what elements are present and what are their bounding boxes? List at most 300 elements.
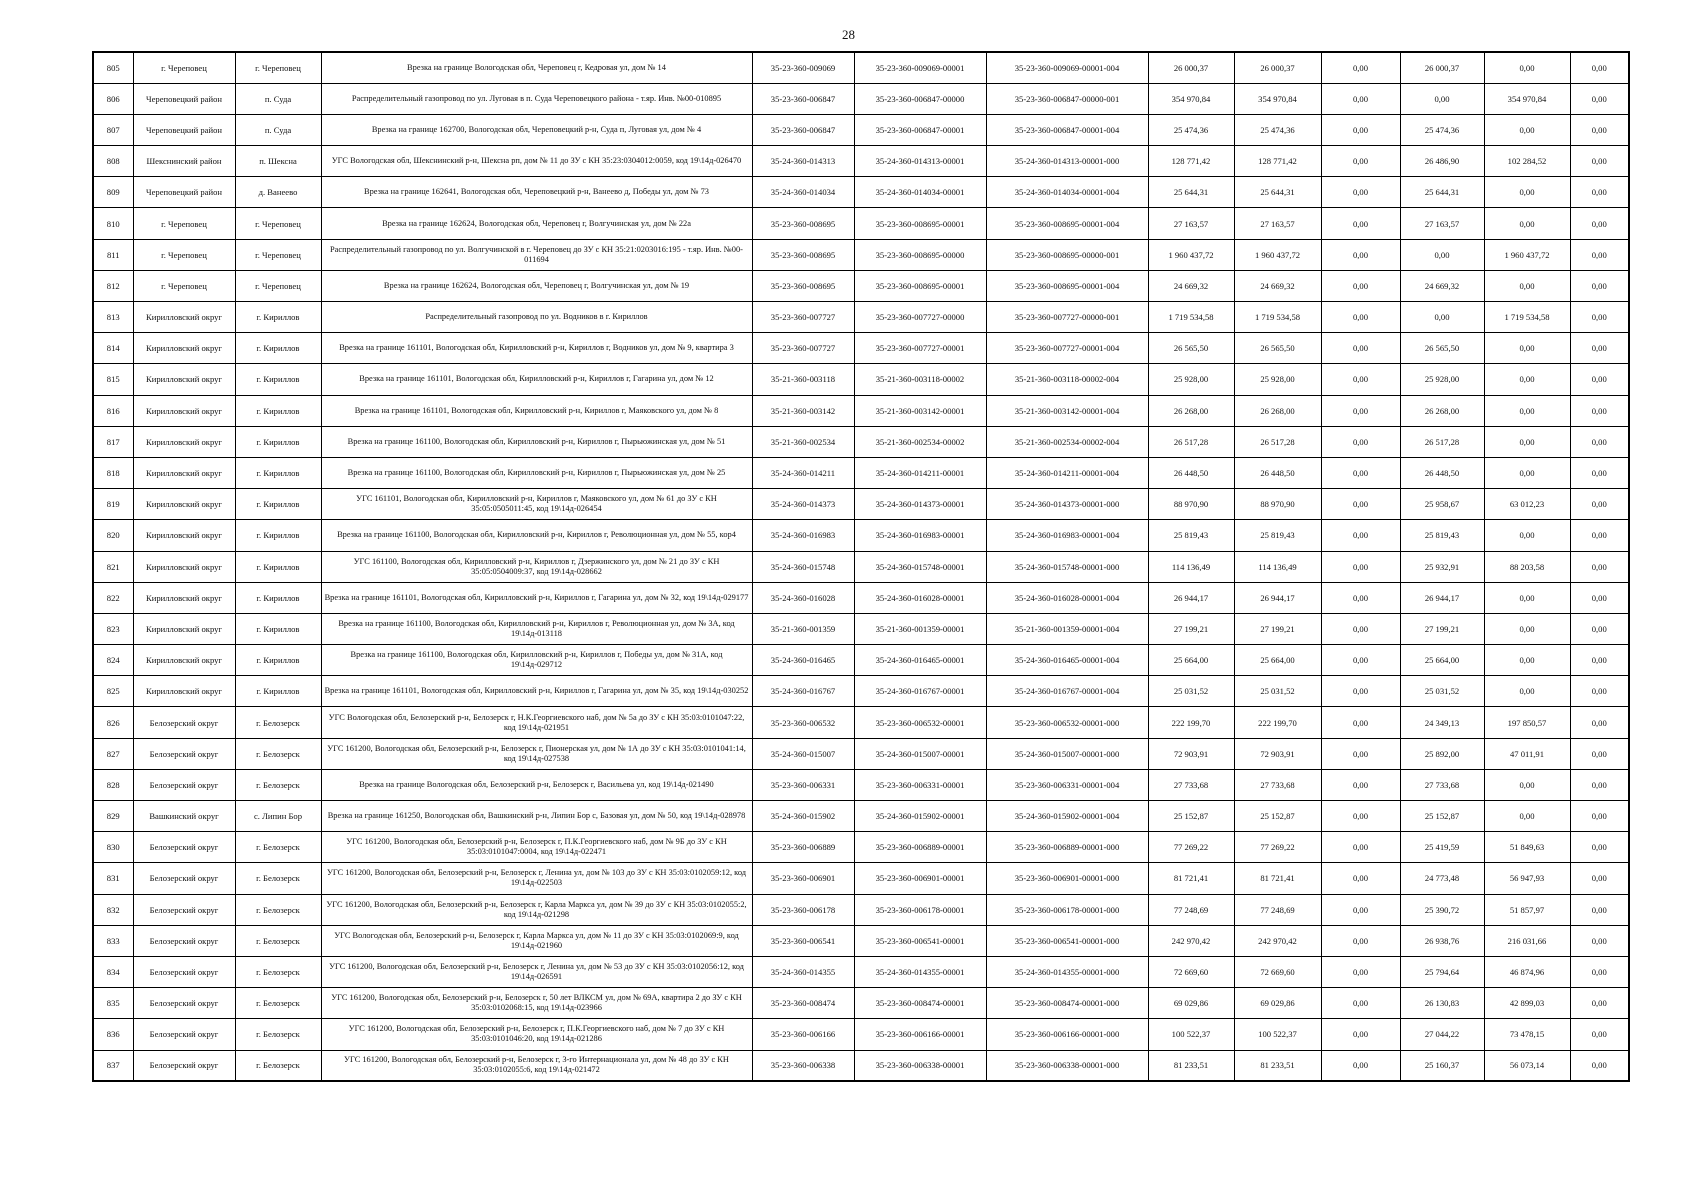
- cell-value-4: 0,00: [1400, 83, 1484, 114]
- cell-object-code: 35-24-360-015902: [752, 801, 854, 832]
- cell-total-value: 69 029,86: [1148, 988, 1234, 1019]
- cell-object-subcode: 35-21-360-001359-00001: [854, 613, 986, 644]
- cell-value-2: 26 000,37: [1234, 52, 1321, 83]
- cell-value-3: 0,00: [1321, 52, 1400, 83]
- cell-row-number: 833: [93, 925, 133, 956]
- cell-locality: г. Кириллов: [235, 426, 321, 457]
- cell-object-code: 35-23-360-006847: [752, 114, 854, 145]
- table-row: [93, 395, 1629, 426]
- cell-total-value: 77 269,22: [1148, 832, 1234, 863]
- cell-object-description: Врезка на границе 162624, Вологодская обл, Череповец г, Волгучинская ул, дом № 19: [321, 270, 752, 301]
- cell-value-4: 26 938,76: [1400, 925, 1484, 956]
- cell-value-4: 25 819,43: [1400, 520, 1484, 551]
- cell-object-full-code: 35-23-360-006889-00001-000: [986, 832, 1148, 863]
- cell-object-code: 35-23-360-006338: [752, 1050, 854, 1081]
- cell-value-3: 0,00: [1321, 956, 1400, 987]
- cell-value-4: 27 163,57: [1400, 208, 1484, 239]
- cell-object-full-code: 35-21-360-002534-00002-004: [986, 426, 1148, 457]
- cell-row-number: 827: [93, 738, 133, 769]
- cell-object-code: 35-24-360-014034: [752, 177, 854, 208]
- cell-total-value: 25 644,31: [1148, 177, 1234, 208]
- cell-value-6: 0,00: [1570, 395, 1629, 426]
- cell-object-code: 35-23-360-007727: [752, 302, 854, 333]
- cell-value-2: 242 970,42: [1234, 925, 1321, 956]
- cell-value-3: 0,00: [1321, 925, 1400, 956]
- table-row: [93, 707, 1629, 738]
- cell-value-6: 0,00: [1570, 364, 1629, 395]
- cell-object-code: 35-23-360-006847: [752, 83, 854, 114]
- table-row: [93, 83, 1629, 114]
- cell-total-value: 25 031,52: [1148, 676, 1234, 707]
- cell-object-full-code: 35-24-360-015902-00001-004: [986, 801, 1148, 832]
- cell-object-description: Распределительный газопровод по ул. Луговая в п. Суда Череповецкого района - т.яр. Инв. №00-010895: [321, 83, 752, 114]
- cell-district: Белозерский округ: [133, 832, 235, 863]
- cell-object-full-code: 35-24-360-016028-00001-004: [986, 582, 1148, 613]
- cell-object-subcode: 35-23-360-008695-00000: [854, 239, 986, 270]
- cell-value-5: 102 284,52: [1484, 146, 1570, 177]
- cell-value-3: 0,00: [1321, 177, 1400, 208]
- cell-district: Белозерский округ: [133, 707, 235, 738]
- cell-row-number: 826: [93, 707, 133, 738]
- cell-value-6: 0,00: [1570, 925, 1629, 956]
- cell-value-5: 63 012,23: [1484, 489, 1570, 520]
- cell-value-6: 0,00: [1570, 426, 1629, 457]
- cell-value-5: 0,00: [1484, 645, 1570, 676]
- cell-total-value: 242 970,42: [1148, 925, 1234, 956]
- cell-object-description: Распределительный газопровод по ул. Волгучинской в г. Череповец до ЗУ с КН 35:21:0203016:195 - т.яр. Инв. №00-011694: [321, 239, 752, 270]
- cell-value-2: 26 944,17: [1234, 582, 1321, 613]
- cell-district: Белозерский округ: [133, 863, 235, 894]
- table-row: [93, 520, 1629, 551]
- cell-object-description: Врезка на границе 161101, Вологодская обл, Кирилловский р-н, Кириллов г, Гагарина ул, дом № 35, код 19\14д-030252: [321, 676, 752, 707]
- cell-value-5: 0,00: [1484, 582, 1570, 613]
- table-row: [93, 832, 1629, 863]
- cell-locality: г. Череповец: [235, 270, 321, 301]
- cell-value-2: 26 448,50: [1234, 457, 1321, 488]
- cell-value-4: 25 928,00: [1400, 364, 1484, 395]
- cell-object-description: УГС Вологодская обл, Белозерский р-н, Белозерск г, Н.К.Георгиевского наб, дом № 5а до ЗУ с КН 35:03:0101047:22, код 19\14д-021951: [321, 707, 752, 738]
- cell-object-description: Врезка на границе Вологодская обл, Череповец г, Кедровая ул, дом № 14: [321, 52, 752, 83]
- cell-total-value: 26 268,00: [1148, 395, 1234, 426]
- cell-value-4: 26 130,83: [1400, 988, 1484, 1019]
- cell-value-4: 26 448,50: [1400, 457, 1484, 488]
- cell-value-2: 26 517,28: [1234, 426, 1321, 457]
- cell-object-full-code: 35-23-360-007727-00001-004: [986, 333, 1148, 364]
- cell-value-5: 0,00: [1484, 270, 1570, 301]
- cell-object-description: УГС 161101, Вологодская обл, Кирилловский р-н, Кириллов г, Маяковского ул, дом № 61 до ЗУ с КН 35:05:0505011:45, код 19\14д-026454: [321, 489, 752, 520]
- cell-object-subcode: 35-24-360-014373-00001: [854, 489, 986, 520]
- cell-row-number: 811: [93, 239, 133, 270]
- cell-object-description: Врезка на границе 162700, Вологодская обл, Череповецкий р-н, Суда п, Луговая ул, дом № 4: [321, 114, 752, 145]
- cell-total-value: 81 721,41: [1148, 863, 1234, 894]
- cell-value-3: 0,00: [1321, 520, 1400, 551]
- cell-value-5: 0,00: [1484, 208, 1570, 239]
- cell-value-3: 0,00: [1321, 1050, 1400, 1081]
- cell-value-4: 25 160,37: [1400, 1050, 1484, 1081]
- cell-value-5: 0,00: [1484, 364, 1570, 395]
- cell-value-6: 0,00: [1570, 707, 1629, 738]
- cell-value-5: 0,00: [1484, 457, 1570, 488]
- cell-row-number: 814: [93, 333, 133, 364]
- cell-object-subcode: 35-24-360-015748-00001: [854, 551, 986, 582]
- cell-value-2: 354 970,84: [1234, 83, 1321, 114]
- cell-object-code: 35-23-360-008695: [752, 208, 854, 239]
- cell-district: Кирилловский округ: [133, 645, 235, 676]
- cell-value-5: 73 478,15: [1484, 1019, 1570, 1050]
- cell-row-number: 816: [93, 395, 133, 426]
- cell-district: Вашкинский округ: [133, 801, 235, 832]
- cell-value-6: 0,00: [1570, 208, 1629, 239]
- cell-object-subcode: 35-23-360-006847-00000: [854, 83, 986, 114]
- cell-locality: п. Суда: [235, 114, 321, 145]
- table-row: [93, 333, 1629, 364]
- cell-row-number: 805: [93, 52, 133, 83]
- cell-value-3: 0,00: [1321, 270, 1400, 301]
- cell-value-5: 51 857,97: [1484, 894, 1570, 925]
- cell-total-value: 26 448,50: [1148, 457, 1234, 488]
- cell-value-5: 0,00: [1484, 520, 1570, 551]
- cell-locality: г. Белозерск: [235, 1019, 321, 1050]
- cell-district: Кирилловский округ: [133, 395, 235, 426]
- cell-object-code: 35-21-360-003118: [752, 364, 854, 395]
- cell-value-3: 0,00: [1321, 146, 1400, 177]
- table-row: [93, 551, 1629, 582]
- cell-row-number: 829: [93, 801, 133, 832]
- table-row: [93, 956, 1629, 987]
- cell-object-subcode: 35-24-360-014034-00001: [854, 177, 986, 208]
- cell-value-4: 27 733,68: [1400, 769, 1484, 800]
- cell-value-4: 25 031,52: [1400, 676, 1484, 707]
- cell-total-value: 26 944,17: [1148, 582, 1234, 613]
- cell-object-full-code: 35-24-360-014034-00001-004: [986, 177, 1148, 208]
- cell-value-3: 0,00: [1321, 613, 1400, 644]
- registry-table: [92, 51, 1630, 1082]
- cell-value-6: 0,00: [1570, 457, 1629, 488]
- cell-district: Кирилловский округ: [133, 676, 235, 707]
- cell-value-5: 46 874,96: [1484, 956, 1570, 987]
- cell-object-subcode: 35-23-360-007727-00001: [854, 333, 986, 364]
- cell-object-description: Врезка на границе 162641, Вологодская обл, Череповецкий р-н, Ванеево д, Победы ул, дом № 73: [321, 177, 752, 208]
- cell-district: Белозерский округ: [133, 769, 235, 800]
- cell-object-full-code: 35-23-360-008695-00000-001: [986, 239, 1148, 270]
- cell-value-5: 47 011,91: [1484, 738, 1570, 769]
- cell-object-description: Врезка на границе 161101, Вологодская обл, Кирилловский р-н, Кириллов г, Гагарина ул, дом № 32, код 19\14д-029177: [321, 582, 752, 613]
- cell-value-5: 51 849,63: [1484, 832, 1570, 863]
- table-row: [93, 801, 1629, 832]
- cell-value-4: 26 517,28: [1400, 426, 1484, 457]
- cell-object-description: УГС 161200, Вологодская обл, Белозерский р-н, Белозерск г, Ленина ул, дом № 53 до ЗУ с КН 35:03:0102056:12, код 19\14д-026591: [321, 956, 752, 987]
- cell-object-code: 35-24-360-016983: [752, 520, 854, 551]
- cell-locality: г. Кириллов: [235, 582, 321, 613]
- cell-object-subcode: 35-23-360-006532-00001: [854, 707, 986, 738]
- cell-object-code: 35-24-360-014373: [752, 489, 854, 520]
- cell-district: г. Череповец: [133, 270, 235, 301]
- cell-value-4: 26 565,50: [1400, 333, 1484, 364]
- cell-object-code: 35-23-360-006178: [752, 894, 854, 925]
- cell-district: Череповецкий район: [133, 83, 235, 114]
- cell-district: Кирилловский округ: [133, 520, 235, 551]
- cell-object-full-code: 35-23-360-006331-00001-004: [986, 769, 1148, 800]
- cell-value-2: 25 152,87: [1234, 801, 1321, 832]
- cell-row-number: 813: [93, 302, 133, 333]
- cell-value-3: 0,00: [1321, 645, 1400, 676]
- cell-value-3: 0,00: [1321, 988, 1400, 1019]
- cell-value-4: 25 958,67: [1400, 489, 1484, 520]
- cell-object-subcode: 35-23-360-006331-00001: [854, 769, 986, 800]
- cell-object-code: 35-21-360-001359: [752, 613, 854, 644]
- cell-value-3: 0,00: [1321, 738, 1400, 769]
- cell-district: г. Череповец: [133, 239, 235, 270]
- cell-value-6: 0,00: [1570, 489, 1629, 520]
- cell-locality: г. Кириллов: [235, 395, 321, 426]
- cell-row-number: 831: [93, 863, 133, 894]
- cell-value-6: 0,00: [1570, 177, 1629, 208]
- cell-district: Белозерский округ: [133, 988, 235, 1019]
- cell-object-description: УГС 161200, Вологодская обл, Белозерский р-н, Белозерск г, П.К.Георгиевского наб, дом № 7 до ЗУ с КН 35:03:0101046:20, код 19\14д-021286: [321, 1019, 752, 1050]
- cell-value-6: 0,00: [1570, 894, 1629, 925]
- cell-locality: г. Череповец: [235, 239, 321, 270]
- cell-district: Кирилловский округ: [133, 333, 235, 364]
- cell-object-description: УГС 161200, Вологодская обл, Белозерский р-н, Белозерск г, 50 лет ВЛКСМ ул, дом № 69А, квартира 2 до ЗУ с КН 35:03:0102068:15, код 19\14д-023966: [321, 988, 752, 1019]
- cell-total-value: 72 903,91: [1148, 738, 1234, 769]
- cell-value-2: 27 163,57: [1234, 208, 1321, 239]
- cell-district: Кирилловский округ: [133, 302, 235, 333]
- cell-value-2: 27 733,68: [1234, 769, 1321, 800]
- cell-locality: г. Кириллов: [235, 489, 321, 520]
- cell-locality: г. Белозерск: [235, 769, 321, 800]
- cell-object-subcode: 35-24-360-014211-00001: [854, 457, 986, 488]
- cell-value-2: 26 268,00: [1234, 395, 1321, 426]
- cell-value-3: 0,00: [1321, 457, 1400, 488]
- cell-value-2: 81 721,41: [1234, 863, 1321, 894]
- cell-value-5: 1 960 437,72: [1484, 239, 1570, 270]
- cell-value-3: 0,00: [1321, 1019, 1400, 1050]
- cell-row-number: 828: [93, 769, 133, 800]
- cell-value-4: 25 152,87: [1400, 801, 1484, 832]
- cell-value-2: 1 719 534,58: [1234, 302, 1321, 333]
- cell-object-full-code: 35-24-360-015007-00001-000: [986, 738, 1148, 769]
- cell-value-4: 24 773,48: [1400, 863, 1484, 894]
- table-row: [93, 894, 1629, 925]
- cell-locality: с. Липин Бор: [235, 801, 321, 832]
- cell-row-number: 822: [93, 582, 133, 613]
- cell-value-3: 0,00: [1321, 239, 1400, 270]
- cell-value-2: 25 644,31: [1234, 177, 1321, 208]
- cell-row-number: 830: [93, 832, 133, 863]
- cell-value-4: 26 000,37: [1400, 52, 1484, 83]
- cell-value-4: 0,00: [1400, 302, 1484, 333]
- cell-object-subcode: 35-24-360-015902-00001: [854, 801, 986, 832]
- cell-value-4: 25 664,00: [1400, 645, 1484, 676]
- cell-total-value: 354 970,84: [1148, 83, 1234, 114]
- cell-value-6: 0,00: [1570, 769, 1629, 800]
- cell-total-value: 72 669,60: [1148, 956, 1234, 987]
- cell-object-description: Врезка на границе 161101, Вологодская обл, Кирилловский р-н, Кириллов г, Маяковского ул, дом № 8: [321, 395, 752, 426]
- cell-locality: г. Череповец: [235, 208, 321, 239]
- table-row: [93, 863, 1629, 894]
- table-body: [93, 52, 1629, 1081]
- cell-value-2: 72 903,91: [1234, 738, 1321, 769]
- cell-object-description: Распределительный газопровод по ул. Водников в г. Кириллов: [321, 302, 752, 333]
- cell-object-subcode: 35-21-360-003142-00001: [854, 395, 986, 426]
- cell-total-value: 128 771,42: [1148, 146, 1234, 177]
- cell-object-code: 35-23-360-006532: [752, 707, 854, 738]
- cell-object-subcode: 35-23-360-008695-00001: [854, 208, 986, 239]
- table-row: [93, 676, 1629, 707]
- cell-object-code: 35-21-360-002534: [752, 426, 854, 457]
- cell-value-6: 0,00: [1570, 146, 1629, 177]
- cell-value-2: 25 928,00: [1234, 364, 1321, 395]
- cell-value-6: 0,00: [1570, 1019, 1629, 1050]
- table-row: [93, 114, 1629, 145]
- cell-value-5: 0,00: [1484, 426, 1570, 457]
- cell-object-code: 35-23-360-006166: [752, 1019, 854, 1050]
- cell-value-5: 0,00: [1484, 333, 1570, 364]
- cell-object-full-code: 35-24-360-014355-00001-000: [986, 956, 1148, 987]
- cell-value-4: 26 944,17: [1400, 582, 1484, 613]
- cell-object-full-code: 35-23-360-006541-00001-000: [986, 925, 1148, 956]
- cell-value-3: 0,00: [1321, 395, 1400, 426]
- cell-object-description: Врезка на границе 161250, Вологодская обл, Вашкинский р-н, Липин Бор с, Базовая ул, дом № 50, код 19\14д-028978: [321, 801, 752, 832]
- cell-object-code: 35-24-360-015748: [752, 551, 854, 582]
- cell-locality: п. Шексна: [235, 146, 321, 177]
- cell-value-6: 0,00: [1570, 1050, 1629, 1081]
- cell-total-value: 1 719 534,58: [1148, 302, 1234, 333]
- cell-district: г. Череповец: [133, 208, 235, 239]
- table-row: [93, 613, 1629, 644]
- cell-total-value: 81 233,51: [1148, 1050, 1234, 1081]
- cell-value-2: 77 248,69: [1234, 894, 1321, 925]
- cell-object-full-code: 35-24-360-014373-00001-000: [986, 489, 1148, 520]
- cell-value-6: 0,00: [1570, 863, 1629, 894]
- cell-value-5: 0,00: [1484, 676, 1570, 707]
- cell-value-6: 0,00: [1570, 988, 1629, 1019]
- cell-object-subcode: 35-23-360-009069-00001: [854, 52, 986, 83]
- cell-value-2: 25 031,52: [1234, 676, 1321, 707]
- table-row: [93, 302, 1629, 333]
- cell-object-code: 35-24-360-016465: [752, 645, 854, 676]
- cell-value-5: 1 719 534,58: [1484, 302, 1570, 333]
- cell-object-subcode: 35-21-360-002534-00002: [854, 426, 986, 457]
- cell-district: Череповецкий район: [133, 177, 235, 208]
- cell-value-2: 81 233,51: [1234, 1050, 1321, 1081]
- cell-district: Белозерский округ: [133, 738, 235, 769]
- cell-row-number: 806: [93, 83, 133, 114]
- cell-object-description: Врезка на границе 161100, Вологодская обл, Кирилловский р-н, Кириллов г, Революционная ул, дом № 3А, код 19\14д-013118: [321, 613, 752, 644]
- cell-total-value: 100 522,37: [1148, 1019, 1234, 1050]
- page-number: 28: [842, 27, 855, 42]
- cell-object-description: УГС 161200, Вологодская обл, Белозерский р-н, Белозерск г, Пионерская ул, дом № 1А до ЗУ с КН 35:03:0101041:14, код 19\14д-027538: [321, 738, 752, 769]
- cell-value-2: 25 474,36: [1234, 114, 1321, 145]
- cell-row-number: 808: [93, 146, 133, 177]
- cell-object-full-code: 35-23-360-009069-00001-004: [986, 52, 1148, 83]
- cell-object-code: 35-23-360-009069: [752, 52, 854, 83]
- cell-district: г. Череповец: [133, 52, 235, 83]
- cell-value-6: 0,00: [1570, 270, 1629, 301]
- cell-object-code: 35-23-360-006901: [752, 863, 854, 894]
- cell-value-4: 25 892,00: [1400, 738, 1484, 769]
- cell-row-number: 810: [93, 208, 133, 239]
- cell-locality: г. Череповец: [235, 52, 321, 83]
- cell-value-6: 0,00: [1570, 239, 1629, 270]
- cell-row-number: 815: [93, 364, 133, 395]
- cell-value-3: 0,00: [1321, 114, 1400, 145]
- cell-object-full-code: 35-24-360-016767-00001-004: [986, 676, 1148, 707]
- cell-object-full-code: 35-23-360-006338-00001-000: [986, 1050, 1148, 1081]
- cell-district: Кирилловский округ: [133, 613, 235, 644]
- cell-value-6: 0,00: [1570, 83, 1629, 114]
- cell-row-number: 807: [93, 114, 133, 145]
- cell-total-value: 1 960 437,72: [1148, 239, 1234, 270]
- cell-value-6: 0,00: [1570, 52, 1629, 83]
- table-row: [93, 239, 1629, 270]
- cell-locality: г. Кириллов: [235, 333, 321, 364]
- cell-object-code: 35-23-360-008474: [752, 988, 854, 1019]
- cell-value-4: 24 669,32: [1400, 270, 1484, 301]
- cell-object-description: УГС Вологодская обл, Белозерский р-н, Белозерск г, Карла Маркса ул, дом № 11 до ЗУ с КН 35:03:0102069:9, код 19\14д-021960: [321, 925, 752, 956]
- cell-locality: г. Кириллов: [235, 676, 321, 707]
- cell-object-code: 35-23-360-006541: [752, 925, 854, 956]
- cell-value-6: 0,00: [1570, 520, 1629, 551]
- cell-locality: г. Белозерск: [235, 738, 321, 769]
- cell-total-value: 114 136,49: [1148, 551, 1234, 582]
- cell-value-4: 26 486,90: [1400, 146, 1484, 177]
- cell-value-4: 27 199,21: [1400, 613, 1484, 644]
- cell-value-5: 197 850,57: [1484, 707, 1570, 738]
- cell-object-subcode: 35-21-360-003118-00002: [854, 364, 986, 395]
- cell-object-code: 35-24-360-016767: [752, 676, 854, 707]
- cell-value-4: 25 932,91: [1400, 551, 1484, 582]
- cell-object-code: 35-24-360-014355: [752, 956, 854, 987]
- cell-locality: г. Белозерск: [235, 956, 321, 987]
- cell-row-number: 825: [93, 676, 133, 707]
- cell-value-3: 0,00: [1321, 364, 1400, 395]
- cell-value-3: 0,00: [1321, 426, 1400, 457]
- cell-object-subcode: 35-24-360-016767-00001: [854, 676, 986, 707]
- cell-object-subcode: 35-23-360-006338-00001: [854, 1050, 986, 1081]
- cell-object-full-code: 35-23-360-006901-00001-000: [986, 863, 1148, 894]
- cell-total-value: 25 928,00: [1148, 364, 1234, 395]
- cell-total-value: 77 248,69: [1148, 894, 1234, 925]
- cell-value-4: 25 474,36: [1400, 114, 1484, 145]
- cell-row-number: 809: [93, 177, 133, 208]
- cell-row-number: 832: [93, 894, 133, 925]
- table-row: [93, 645, 1629, 676]
- cell-object-subcode: 35-23-360-008474-00001: [854, 988, 986, 1019]
- table-row: [93, 769, 1629, 800]
- cell-object-full-code: 35-23-360-008474-00001-000: [986, 988, 1148, 1019]
- cell-district: Кирилловский округ: [133, 364, 235, 395]
- cell-district: Белозерский округ: [133, 1019, 235, 1050]
- cell-object-description: Врезка на границе 161100, Вологодская обл, Кирилловский р-н, Кириллов г, Революционная ул, дом № 55, кор4: [321, 520, 752, 551]
- cell-value-2: 100 522,37: [1234, 1019, 1321, 1050]
- cell-total-value: 25 819,43: [1148, 520, 1234, 551]
- cell-value-5: 216 031,66: [1484, 925, 1570, 956]
- cell-row-number: 837: [93, 1050, 133, 1081]
- cell-district: Череповецкий район: [133, 114, 235, 145]
- cell-object-full-code: 35-24-360-014313-00001-000: [986, 146, 1148, 177]
- cell-total-value: 26 517,28: [1148, 426, 1234, 457]
- cell-object-description: Врезка на границе 162624, Вологодская обл, Череповец г, Волгучинская ул, дом № 22а: [321, 208, 752, 239]
- cell-object-full-code: 35-24-360-014211-00001-004: [986, 457, 1148, 488]
- cell-row-number: 836: [93, 1019, 133, 1050]
- cell-object-subcode: 35-24-360-014355-00001: [854, 956, 986, 987]
- cell-value-2: 27 199,21: [1234, 613, 1321, 644]
- table-row: [93, 270, 1629, 301]
- cell-district: Шекснинский район: [133, 146, 235, 177]
- cell-value-2: 26 565,50: [1234, 333, 1321, 364]
- cell-district: Кирилловский округ: [133, 457, 235, 488]
